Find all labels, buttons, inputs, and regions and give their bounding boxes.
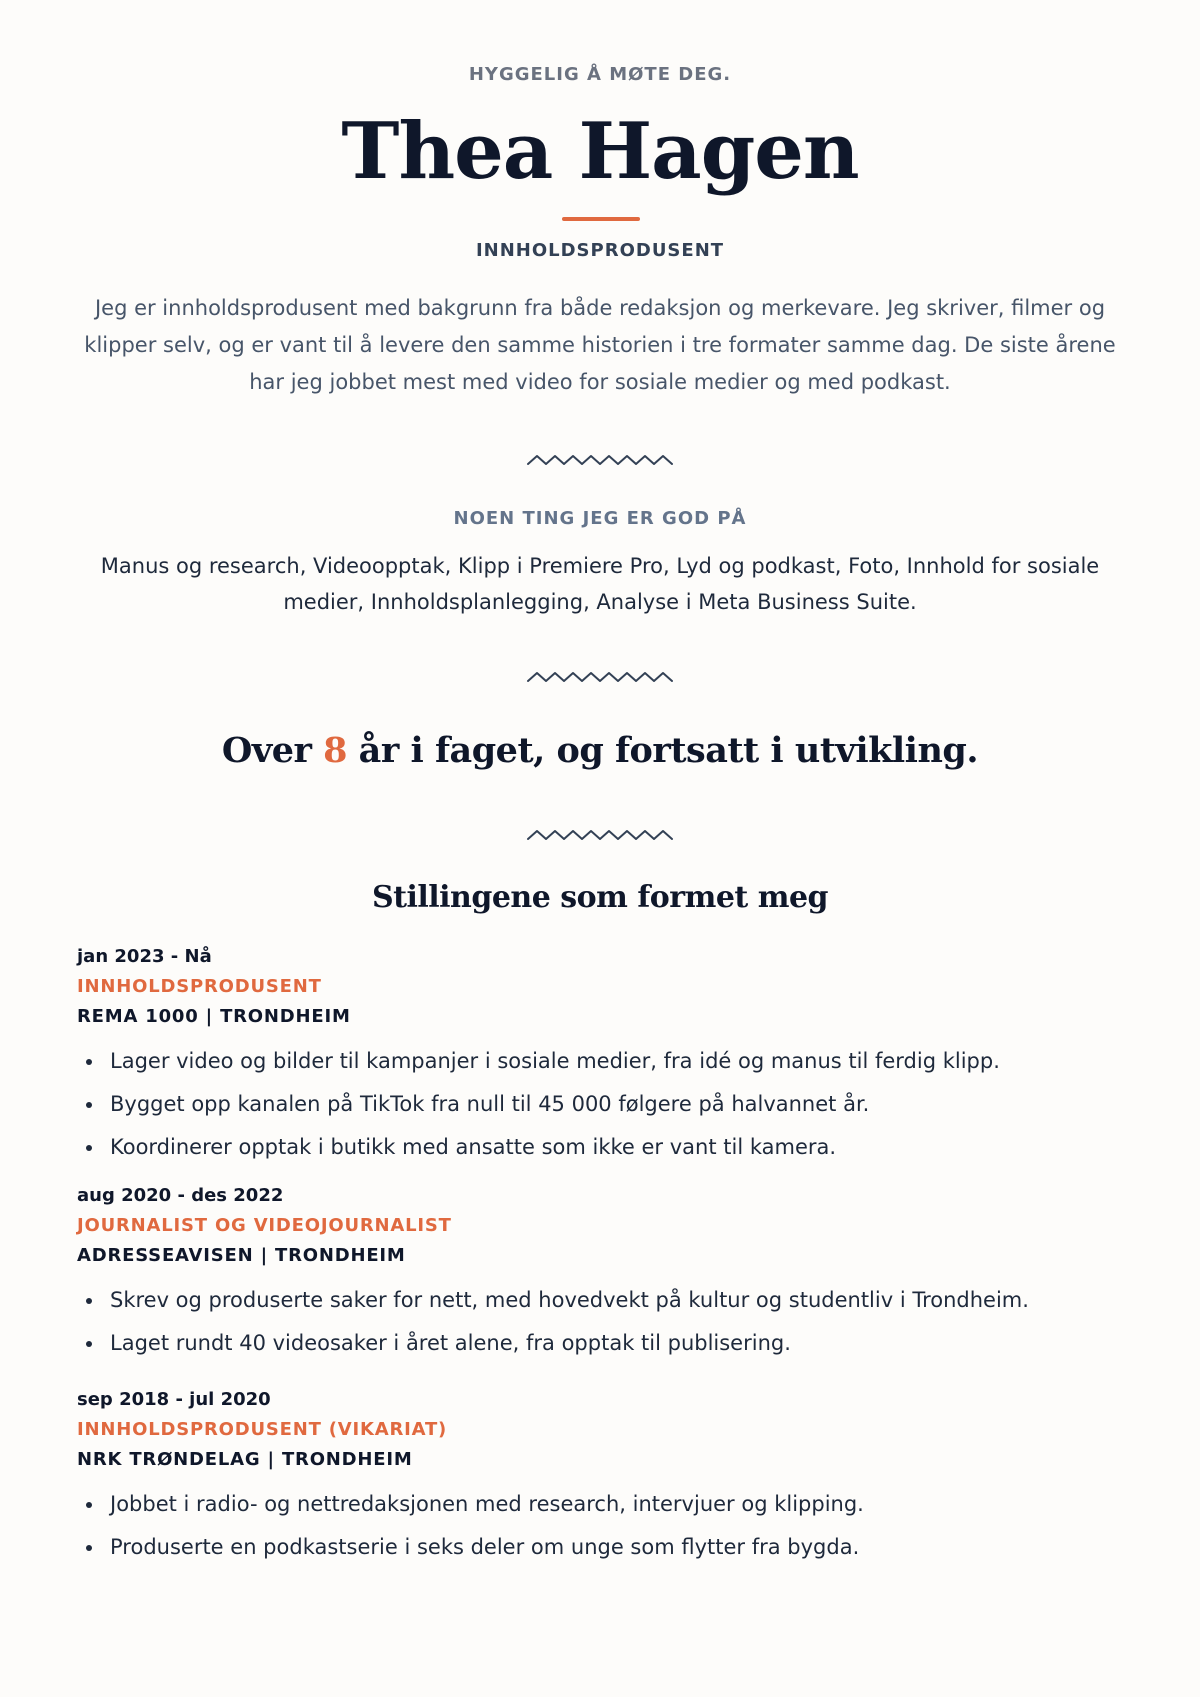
- job-bullet: Lager video og bilder til kampanjer i sosiale medier, fra idé og manus til ferdig klipp.: [110, 1040, 1137, 1083]
- person-name: Thea Hagen: [341, 106, 859, 197]
- tagline-suffix: år i faget, og fortsatt i utvikling.: [347, 730, 979, 771]
- job-bullets: [77, 1279, 1137, 1365]
- job-bullet: Koordinerer opptak i butikk med ansatte som ikke er vant til kamera.: [110, 1126, 1137, 1169]
- job-dates: aug 2020 - des 2022: [77, 1185, 284, 1206]
- job-company: REMA 1000 | TRONDHEIM: [77, 1006, 351, 1027]
- zigzag-divider: [526, 669, 674, 685]
- jobs-heading: Stillingene som formet meg: [371, 880, 829, 915]
- job-bullet: Bygget opp kanalen på TikTok fra null til 45 000 følgere på halvannet år.: [110, 1083, 1137, 1126]
- job-bullets: [77, 1483, 1137, 1569]
- job-entry: [77, 1181, 1137, 1365]
- job-bullets: [77, 1040, 1137, 1169]
- job-bullet: Skrev og produserte saker for nett, med hovedvekt på kultur og studentliv i Trondheim.: [110, 1279, 1137, 1322]
- job-bullet: Produserte en podkastserie i seks deler om unge som flytter fra bygda.: [110, 1526, 1137, 1569]
- job-title: INNHOLDSPRODUSENT: [77, 976, 322, 997]
- zigzag-divider: [526, 827, 674, 843]
- role-title: INNHOLDSPRODUSENT: [475, 240, 725, 261]
- job-bullet: Laget rundt 40 videosaker i året alene, fra opptak til publisering.: [110, 1322, 1137, 1365]
- tagline-prefix: Over: [221, 730, 324, 771]
- job-title: JOURNALIST OG VIDEOJOURNALIST: [77, 1215, 452, 1236]
- years-number: 8: [323, 730, 347, 771]
- skills-text: Manus og research, Videoopptak, Klipp i Premiere Pro, Lyd og podkast, Foto, Innhold for sosiale medier, Innholdsplanlegging, Analyse i Meta Business Suite.: [100, 554, 1100, 614]
- name-underline: [562, 217, 640, 221]
- job-dates: sep 2018 - jul 2020: [77, 1389, 271, 1410]
- job-bullet: Jobbet i radio- og nettredaksjonen med research, intervjuer og klipping.: [110, 1483, 1137, 1526]
- greeting: HYGGELIG Å MØTE DEG.: [468, 64, 732, 85]
- intro-text: Jeg er innholdsprodusent med bakgrunn fra både redaksjon og merkevare. Jeg skriver, filmer og klipper selv, og er vant til å levere den samme historien i tre formater samme dag. De siste årene har jeg jobbet mest med video for sosiale medier og med podkast.: [84, 296, 1116, 394]
- job-company: NRK TRØNDELAG | TRONDHEIM: [77, 1449, 413, 1470]
- job-entry: [77, 1385, 1137, 1569]
- experience-tagline: [0, 726, 1200, 776]
- zigzag-divider: [526, 452, 674, 468]
- job-entry: [77, 942, 1137, 1169]
- jobs-list: [77, 942, 1137, 1569]
- skills-heading: NOEN TING JEG ER GOD PÅ: [453, 508, 747, 529]
- job-dates: jan 2023 - Nå: [77, 946, 212, 967]
- job-title: INNHOLDSPRODUSENT (VIKARIAT): [77, 1419, 448, 1440]
- job-company: ADRESSEAVISEN | TRONDHEIM: [77, 1245, 406, 1266]
